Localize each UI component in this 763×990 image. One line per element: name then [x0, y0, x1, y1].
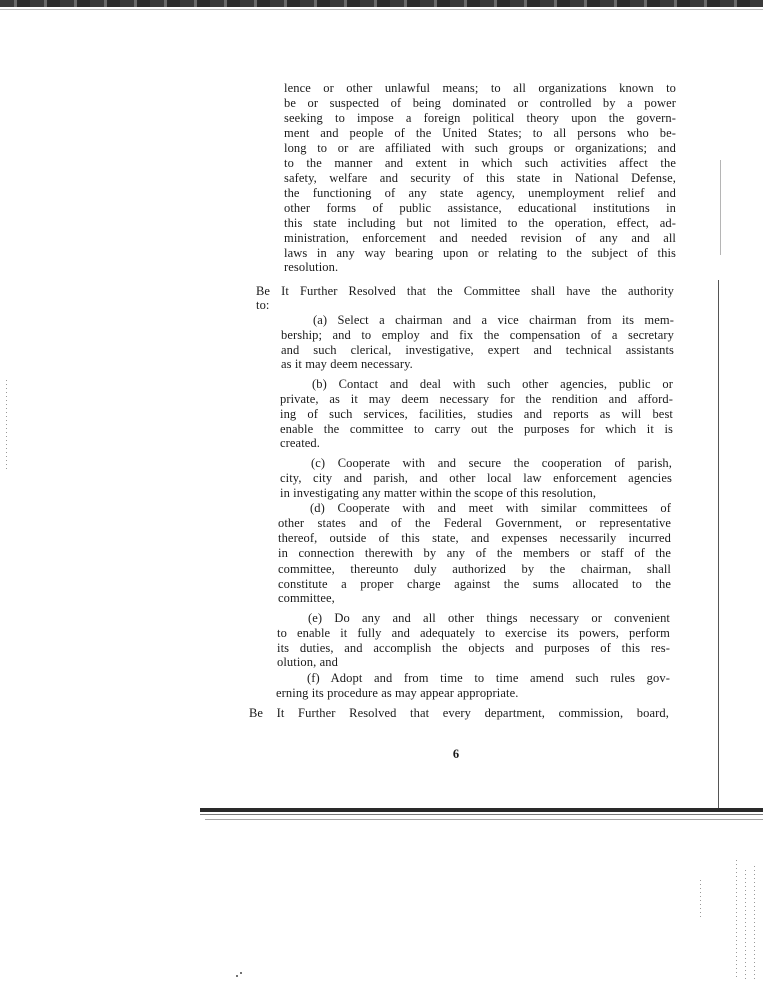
clause-d-line: committee, thereunto duly authorized by the chairman, shall: [278, 562, 671, 576]
continuation-line: ministration, enforcement and needed revision of any and all: [284, 231, 676, 245]
continuation-line: safety, welfare and security of this state in National Defense,: [284, 171, 676, 185]
final-resolution-line: Be It Further Resolved that every department, commission, board,: [249, 706, 669, 720]
continuation-line: ment and people of the United States; to all persons who be-: [284, 126, 676, 140]
clause-a-line: (a) Select a chairman and a vice chairman from its mem-: [313, 313, 674, 327]
continuation-line: the functioning of any state agency, unemployment relief and: [284, 186, 676, 200]
continuation-line: lence or other unlawful means; to all organizations known to: [284, 81, 676, 95]
continuation-line: other forms of public assistance, educational institutions in: [284, 201, 676, 215]
continuation-line: long to or are affiliated with such groups or organizations; and: [284, 141, 676, 155]
clause-b-line: enable the committee to carry out the purposes for which it is: [280, 422, 673, 436]
continuation-line: seeking to impose a foreign political theory upon the govern-: [284, 111, 676, 125]
clause-c-line: (c) Cooperate with and secure the cooperation of parish,: [311, 456, 672, 470]
clause-d-line: committee,: [278, 591, 335, 605]
clause-b-line: (b) Contact and deal with such other agencies, public or: [312, 377, 673, 391]
clause-e-line: (e) Do any and all other things necessary or convenient: [308, 611, 670, 625]
clause-d-line: constitute a proper charge against the sums allocated to the: [278, 577, 671, 591]
clause-e-line: its duties, and accomplish the objects and purposes of this res-: [277, 641, 670, 655]
clause-a-line: as it may deem necessary.: [281, 357, 413, 371]
clause-d-line: thereof, outside of this state, and expenses necessarily incurred: [278, 531, 671, 545]
continuation-line: be or suspected of being dominated or controlled by a power: [284, 96, 676, 110]
continuation-line: laws in any way bearing upon or relating to the subject of this: [284, 246, 676, 260]
clause-b-line: private, as it may deem necessary for the rendition and afford-: [280, 392, 673, 406]
clause-b-line: ing of such services, facilities, studies and reports as will best: [280, 407, 673, 421]
clause-e-line: to enable it fully and adequately to exercise its powers, perform: [277, 626, 670, 640]
authority-intro-line: to:: [256, 298, 270, 312]
continuation-line: resolution.: [284, 260, 339, 274]
clause-f-line: erning its procedure as may appear appropriate.: [276, 686, 519, 700]
continuation-line: this state including but not limited to the operation, effect, ad-: [284, 216, 676, 230]
continuation-line: to the manner and extent in which such activities affect the: [284, 156, 676, 170]
clause-d-line: in connection therewith by any of the members or staff of the: [278, 546, 671, 560]
authority-intro-line: Be It Further Resolved that the Committee shall have the authority: [256, 284, 674, 298]
page-number: 6: [452, 747, 460, 761]
clause-d-line: other states and of the Federal Government, or representative: [278, 516, 671, 530]
clause-c-line: city, city and parish, and other local law enforcement agencies: [280, 471, 672, 485]
clause-e-line: olution, and: [277, 655, 338, 669]
clause-a-line: bership; and to employ and fix the compensation of a secretary: [281, 328, 674, 342]
clause-c-line: in investigating any matter within the scope of this resolution,: [280, 486, 597, 500]
clause-b-line: created.: [280, 436, 321, 450]
clause-f-line: (f) Adopt and from time to time amend such rules gov-: [307, 671, 670, 685]
clause-d-line: (d) Cooperate with and meet with similar committees of: [310, 501, 671, 515]
clause-a-line: and such clerical, investigative, expert and technical assistants: [281, 343, 674, 357]
